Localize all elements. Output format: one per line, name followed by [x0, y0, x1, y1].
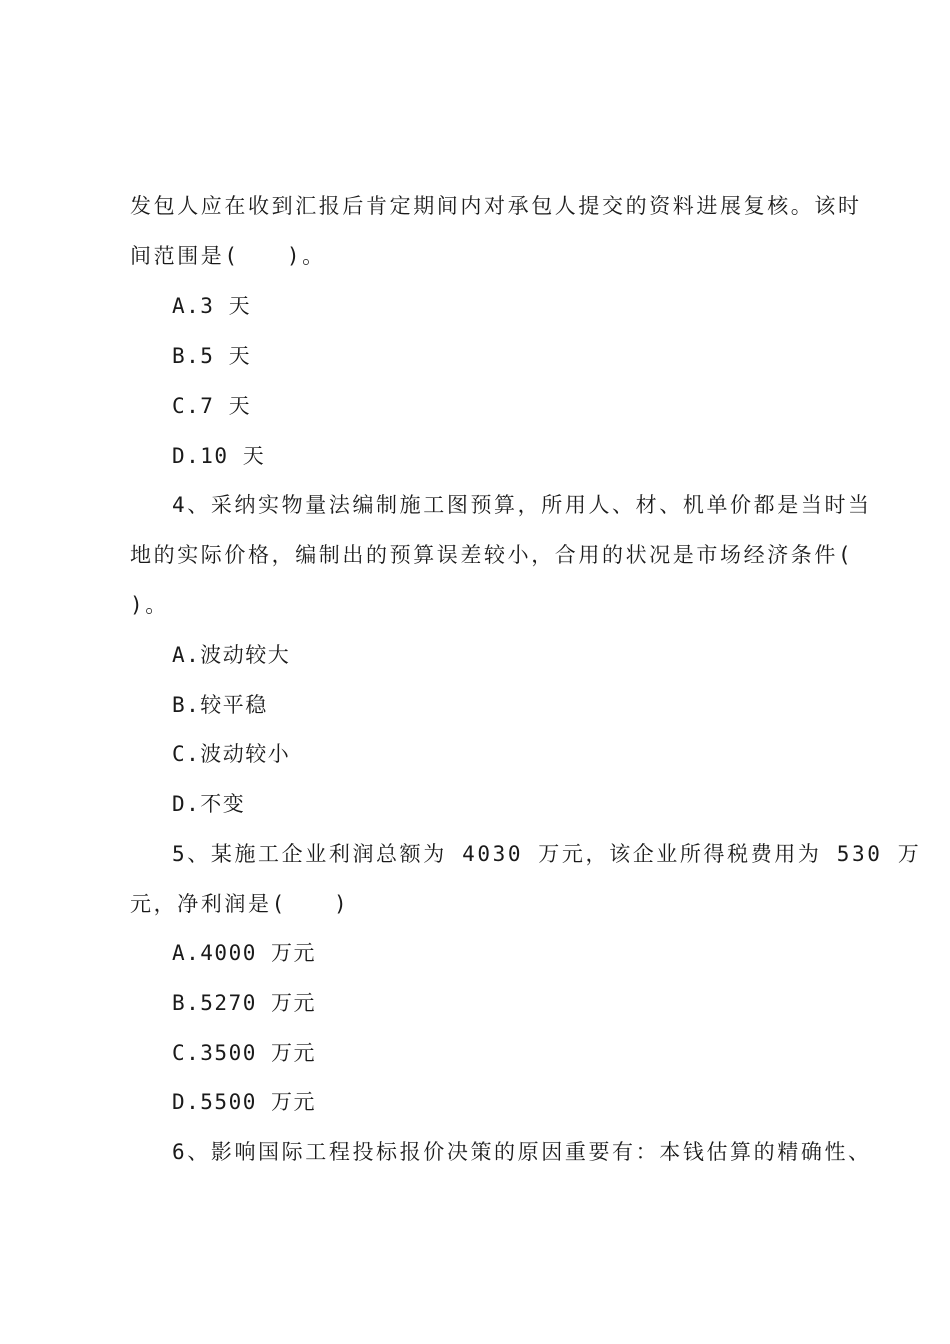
q3-option-a: A.3 天 [172, 294, 252, 318]
q4-option-a: A.波动较大 [172, 643, 291, 667]
q5-option-a: A.4000 万元 [172, 941, 317, 965]
q3-stem-line-2: 间范围是( )。 [130, 244, 326, 268]
q4-stem-line-2: 地的实际价格，编制出的预算误差较小，合用的状况是市场经济条件( [130, 543, 854, 567]
q4-stem-line-1: 4、采纳实物量法编制施工图预算，所用人、材、机单价都是当时当 [172, 493, 872, 517]
q3-option-b: B.5 天 [172, 344, 252, 368]
q3-option-c: C.7 天 [172, 394, 252, 418]
q6-stem-line-1: 6、影响国际工程投标报价决策的原因重要有：本钱估算的精确性、 [172, 1140, 872, 1164]
q4-option-c: C.波动较小 [172, 742, 291, 766]
q5-option-c: C.3500 万元 [172, 1041, 317, 1065]
q4-stem-line-3: )。 [130, 593, 169, 617]
q5-stem-line-1: 5、某施工企业利润总额为 4030 万元，该企业所得税费用为 530 万 [172, 842, 922, 866]
q4-option-b: B.较平稳 [172, 693, 268, 717]
q5-option-d: D.5500 万元 [172, 1090, 317, 1114]
q5-stem-line-2: 元，净利润是( ) [130, 892, 350, 916]
q5-option-b: B.5270 万元 [172, 991, 317, 1015]
q3-option-d: D.10 天 [172, 444, 266, 468]
q3-stem-line-1: 发包人应在收到汇报后肯定期间内对承包人提交的资料进展复核。该时 [130, 194, 862, 218]
q4-option-d: D.不变 [172, 792, 246, 816]
